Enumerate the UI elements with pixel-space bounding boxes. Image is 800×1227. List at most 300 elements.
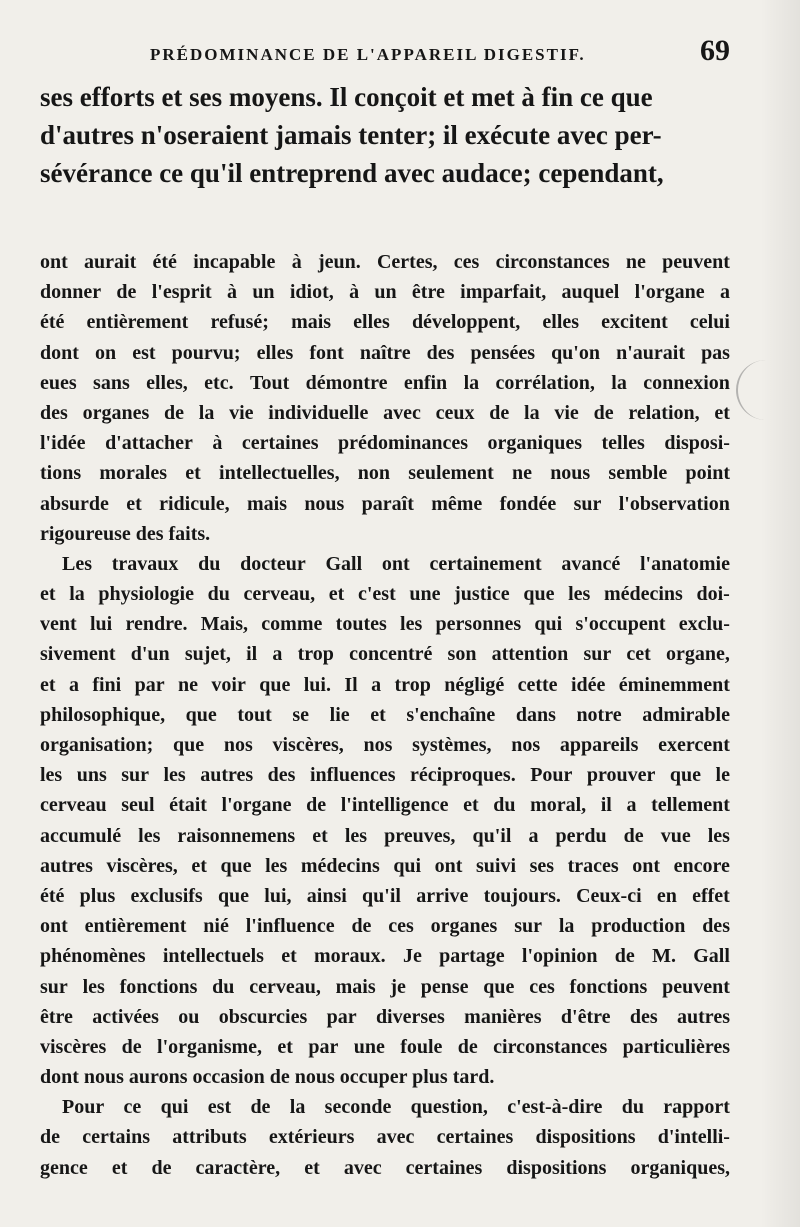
word: ses — [529, 854, 555, 877]
word: viscères — [40, 1035, 107, 1058]
word: ridicule, — [159, 492, 230, 515]
word: idiot, — [289, 281, 334, 304]
word: des — [629, 1005, 658, 1028]
word: du — [198, 552, 221, 575]
word: individuelle — [268, 401, 369, 424]
word: les — [138, 824, 161, 847]
word: notre — [576, 703, 622, 726]
word: viscères, — [272, 734, 344, 756]
word: autres — [200, 764, 254, 787]
word: médecins — [603, 583, 683, 606]
word: comme — [261, 613, 323, 636]
word: appareils — [559, 734, 639, 756]
word: nous — [550, 462, 591, 485]
word: concentré — [349, 643, 433, 666]
body-text-line — [40, 458, 730, 488]
word: connexion — [643, 371, 730, 394]
word: suivi — [476, 854, 517, 877]
word: lui, — [264, 884, 292, 907]
word: de — [593, 401, 614, 424]
word: elles, — [146, 371, 188, 394]
word: la — [289, 1096, 306, 1119]
word: et — [312, 824, 328, 847]
large-type-block — [40, 78, 730, 192]
word: Pour — [62, 1096, 105, 1119]
word: qu'on — [551, 341, 600, 364]
word: sans — [93, 371, 130, 394]
word: les — [40, 764, 63, 787]
body-text-line: rigoureuse des faits. — [40, 522, 211, 545]
word: est — [132, 341, 156, 364]
word: la — [524, 401, 540, 424]
word: de — [614, 945, 635, 968]
word: développent, — [411, 311, 521, 334]
body-text-line — [40, 247, 730, 277]
word: je — [390, 975, 406, 998]
word: et — [277, 1035, 293, 1058]
word: mais — [246, 492, 287, 515]
word: toutes — [335, 613, 387, 636]
word: ont — [381, 552, 410, 575]
body-text-line — [40, 1092, 730, 1122]
word: ces — [529, 975, 555, 998]
word: pourvu; — [171, 341, 241, 364]
word: l'intelligence — [340, 794, 449, 817]
word: que — [217, 884, 250, 907]
word: nié — [203, 915, 229, 938]
word: des — [426, 341, 455, 364]
body-text-line — [40, 760, 730, 790]
word: circonstances — [493, 1035, 608, 1058]
word: a — [371, 673, 382, 696]
word: nos — [223, 734, 253, 756]
word: réciproques. — [409, 764, 516, 787]
body-text-line — [40, 307, 730, 337]
body-text-line — [40, 1153, 730, 1183]
word: production — [591, 915, 686, 938]
word: dispositions — [535, 1126, 636, 1149]
word: par — [308, 1035, 339, 1058]
word: avec — [383, 401, 421, 424]
word: que — [523, 583, 555, 606]
word: été — [40, 884, 65, 907]
word: par — [326, 1005, 357, 1028]
word: les — [400, 613, 423, 636]
word: des — [702, 915, 730, 938]
word: Certes, — [376, 251, 438, 273]
word: corrélation, — [495, 371, 595, 394]
word: avec — [343, 1156, 382, 1179]
word: ces — [388, 915, 414, 938]
word: etc. — [204, 371, 234, 394]
word: travaux — [111, 552, 179, 575]
word: Il — [344, 673, 358, 696]
word: accumulé — [40, 824, 122, 847]
word: et — [191, 854, 207, 877]
word: non — [357, 462, 391, 485]
word: Mais, — [200, 613, 249, 636]
body-text-line — [40, 1002, 730, 1032]
word: qu'il — [362, 884, 401, 907]
word: exclu- — [678, 613, 730, 636]
word: c'est — [357, 583, 396, 606]
word: de — [351, 915, 372, 938]
word: sur — [583, 643, 612, 666]
body-text-line — [40, 398, 730, 428]
word: à — [212, 432, 223, 455]
word: et — [126, 492, 142, 515]
word: l'organe — [634, 281, 705, 304]
word: cerveau — [40, 794, 107, 817]
word: Je — [402, 945, 422, 968]
word: la — [463, 371, 480, 394]
body-text-line — [40, 428, 730, 458]
word: ont — [434, 854, 463, 877]
word: incapable — [193, 251, 276, 273]
large-text-line: d'autres n'oseraient jamais tenter; il exécute avec per- — [40, 120, 662, 150]
word: pensées — [470, 341, 535, 364]
word: extérieurs — [268, 1126, 355, 1149]
word: en — [656, 884, 677, 907]
word: moral, — [530, 794, 587, 817]
word: Tout — [249, 371, 290, 394]
word: prédominances — [338, 432, 469, 455]
word: refusé; — [210, 311, 269, 334]
word: cet — [626, 643, 651, 666]
word: foule — [400, 1035, 443, 1058]
word: démontre — [305, 371, 388, 394]
word: certains — [82, 1126, 150, 1149]
body-text-line — [40, 911, 730, 941]
word: attributs — [172, 1126, 247, 1149]
word: obscurcies — [218, 1005, 308, 1028]
word: être — [40, 1005, 73, 1028]
word: viscères, — [106, 854, 178, 877]
word: question, — [410, 1096, 488, 1119]
word: il — [600, 794, 612, 817]
word: ces — [453, 251, 480, 273]
word: être — [411, 281, 445, 304]
word: point — [685, 462, 730, 485]
body-text-line — [40, 670, 730, 700]
word: et — [281, 945, 297, 968]
word: manières — [464, 1005, 542, 1028]
word: ceux — [435, 401, 475, 424]
word: négligé — [444, 673, 505, 696]
word: fondée — [499, 492, 557, 515]
word: docteur — [240, 552, 306, 575]
word: de — [116, 281, 137, 304]
word: les — [707, 824, 730, 847]
word: été — [40, 311, 65, 334]
word: autres — [40, 854, 93, 877]
word: la — [558, 915, 575, 938]
word: seul — [121, 794, 155, 817]
word: et — [328, 583, 345, 606]
word: entièrement — [84, 915, 187, 938]
word: le — [715, 764, 730, 787]
word: vent — [40, 613, 77, 636]
word: de — [306, 794, 327, 817]
word: trop — [297, 643, 334, 666]
body-text-line — [40, 972, 730, 1002]
word: on — [94, 341, 117, 364]
word: activées — [92, 1005, 159, 1028]
word: la — [611, 371, 627, 394]
word: la — [198, 401, 215, 424]
word: absurde — [40, 492, 109, 515]
word: cerveau, — [249, 975, 321, 998]
word: enfin — [403, 371, 448, 394]
word: rendre. — [125, 613, 188, 636]
body-text-line — [40, 700, 730, 730]
word: et — [370, 703, 386, 726]
word: un — [374, 281, 397, 304]
word: de — [457, 1035, 478, 1058]
word: lui — [89, 613, 113, 636]
word: l'organe — [221, 794, 292, 817]
word: et — [463, 794, 479, 817]
word: fonctions — [119, 975, 198, 998]
word: entièrement — [86, 311, 189, 334]
word: des — [267, 764, 296, 787]
word: ont — [40, 915, 68, 938]
word: vie — [554, 401, 579, 424]
word: de — [164, 401, 184, 424]
word: ont — [40, 251, 68, 273]
word: peuvent — [662, 975, 730, 998]
word: intellectuels — [162, 945, 264, 968]
word: exercent — [658, 734, 730, 756]
word: auquel — [561, 281, 620, 304]
word: tions — [40, 462, 82, 485]
word: preuves, — [384, 824, 456, 847]
word: nos — [363, 734, 393, 756]
word: ne — [511, 462, 532, 485]
word: uns — [76, 764, 107, 787]
running-title: PRÉDOMINANCE DE L'APPAREIL DIGESTIF. — [150, 45, 586, 64]
word: une — [409, 583, 441, 606]
word: a — [719, 281, 730, 304]
word: l'esprit — [151, 281, 212, 304]
word: des — [40, 401, 68, 424]
word: que — [483, 975, 515, 998]
word: intellectuelles, — [219, 462, 340, 485]
word: telles — [601, 432, 645, 455]
word: eues — [40, 371, 77, 394]
bleed-through-shadow — [40, 190, 740, 250]
word: attention — [491, 643, 569, 666]
word: dont — [40, 341, 79, 364]
word: elles — [353, 311, 390, 334]
word: toujours. — [483, 884, 561, 907]
word: vie — [229, 401, 254, 424]
word: ainsi — [306, 884, 347, 907]
word: et — [185, 462, 201, 485]
word: de — [623, 824, 644, 847]
word: à — [349, 281, 360, 304]
word: l'observation — [618, 492, 730, 515]
word: qui — [160, 1096, 189, 1119]
word: particulières — [622, 1035, 730, 1058]
word: certaines — [436, 1126, 514, 1149]
word: semble — [608, 462, 668, 485]
word: que — [220, 854, 252, 877]
word: M. — [652, 945, 676, 968]
word: excitent — [601, 311, 668, 334]
word: certaines — [405, 1156, 483, 1179]
word: d'attacher — [105, 432, 193, 455]
body-text-line — [40, 639, 730, 669]
word: avec — [376, 1126, 415, 1149]
large-text-line: sévérance ce qu'il entreprend avec audace; cependant, — [40, 158, 664, 188]
word: personnes — [435, 613, 522, 636]
word: organe, — [666, 643, 730, 666]
word: ou — [178, 1005, 200, 1028]
word: dans — [515, 703, 556, 726]
word: jeun. — [317, 251, 361, 273]
word: pas — [701, 341, 730, 364]
word: a — [68, 673, 79, 696]
word: physiologie — [98, 583, 194, 606]
word: l'idée — [40, 432, 86, 455]
body-text-line — [40, 549, 730, 579]
word: les — [82, 975, 105, 998]
body-text-line — [40, 1032, 730, 1062]
word: et — [40, 583, 56, 606]
word: de — [151, 1156, 172, 1179]
word: cerveau, — [243, 583, 316, 606]
word: admirable — [642, 703, 730, 726]
word: diverses — [375, 1005, 445, 1028]
word: s'occupent — [575, 613, 666, 636]
body-text-line — [40, 790, 730, 820]
word: de — [250, 1096, 271, 1119]
word: et — [304, 1156, 320, 1179]
word: organiques, — [630, 1156, 730, 1179]
word: doi- — [696, 583, 730, 606]
word: trop — [394, 673, 431, 696]
word: par — [134, 673, 165, 696]
word: de — [40, 1126, 60, 1149]
word: disposi- — [664, 432, 730, 455]
word: d'intelli- — [657, 1126, 730, 1149]
word: gence — [40, 1156, 88, 1179]
word: a — [626, 794, 637, 817]
body-text-line — [40, 851, 730, 881]
word: tellement — [651, 794, 730, 817]
word: justice — [454, 583, 510, 606]
body-text-line — [40, 338, 730, 368]
word: encore — [673, 854, 730, 877]
word: organiques — [487, 432, 582, 455]
body-text-line — [40, 941, 730, 971]
word: sur — [514, 915, 542, 938]
word: mais — [291, 311, 332, 334]
word: l'anatomie — [640, 552, 730, 575]
word: Ceux-ci — [576, 884, 642, 907]
word: effet — [692, 884, 730, 907]
word: qui — [393, 854, 422, 877]
large-text-line: ses efforts et ses moyens. Il conçoit et met à fin ce que — [40, 82, 653, 112]
body-text-line — [40, 368, 730, 398]
word: l'influence — [245, 915, 335, 938]
word: certainement — [429, 552, 542, 575]
word: de — [489, 401, 510, 424]
word: moraux. — [314, 945, 386, 968]
word: n'aurait — [616, 341, 685, 364]
word: voir — [211, 673, 246, 696]
word: lie — [329, 703, 350, 726]
word: que — [173, 734, 205, 756]
word: une — [353, 1035, 385, 1058]
word: morales — [99, 462, 168, 485]
word: même — [431, 492, 483, 515]
word: traces — [567, 854, 619, 877]
word: nous — [304, 492, 345, 515]
word: du — [207, 583, 230, 606]
word: lui. — [303, 673, 331, 696]
word: sivement — [40, 643, 116, 666]
word: a — [528, 824, 539, 847]
word: d'un — [130, 643, 170, 666]
word: circonstances — [495, 251, 610, 273]
word: arrive — [416, 884, 469, 907]
word: font — [309, 341, 344, 364]
word: certaines — [241, 432, 319, 455]
word: du — [493, 794, 516, 817]
word: qui — [534, 613, 563, 636]
page-edge-shadow — [760, 0, 800, 1227]
body-text-line — [40, 730, 730, 760]
word: Gall — [693, 945, 730, 968]
word: sur — [40, 975, 68, 998]
page-number: 69 — [700, 34, 730, 67]
word: philosophique, — [40, 703, 166, 726]
page-header — [40, 34, 730, 74]
word: que — [185, 703, 217, 726]
word: exclusifs — [130, 884, 203, 907]
word: ce — [123, 1096, 142, 1119]
word: idée — [570, 673, 606, 696]
word: se — [292, 703, 310, 726]
word: systèmes, — [412, 734, 492, 756]
word: ne — [178, 673, 199, 696]
word: dispositions — [506, 1156, 607, 1179]
word: Les — [62, 552, 92, 575]
word: rapport — [663, 1096, 730, 1119]
word: seulement — [408, 462, 494, 485]
word: les — [344, 824, 368, 847]
word: médecins — [300, 854, 380, 877]
word: que — [259, 673, 291, 696]
word: seconde — [324, 1096, 392, 1119]
word: Gall — [325, 552, 363, 575]
word: influences — [309, 764, 396, 787]
body-text-line — [40, 881, 730, 911]
body-text-line — [40, 489, 730, 519]
word: phénomènes — [40, 945, 146, 968]
word: à — [227, 281, 238, 304]
word: naître — [359, 341, 411, 364]
word: fini — [92, 673, 122, 696]
word: elles — [256, 341, 294, 364]
word: et — [714, 401, 730, 424]
body-text — [40, 247, 730, 1183]
word: elles — [542, 311, 580, 334]
word: s'enchaîne — [406, 703, 496, 726]
word: ont — [632, 854, 661, 877]
